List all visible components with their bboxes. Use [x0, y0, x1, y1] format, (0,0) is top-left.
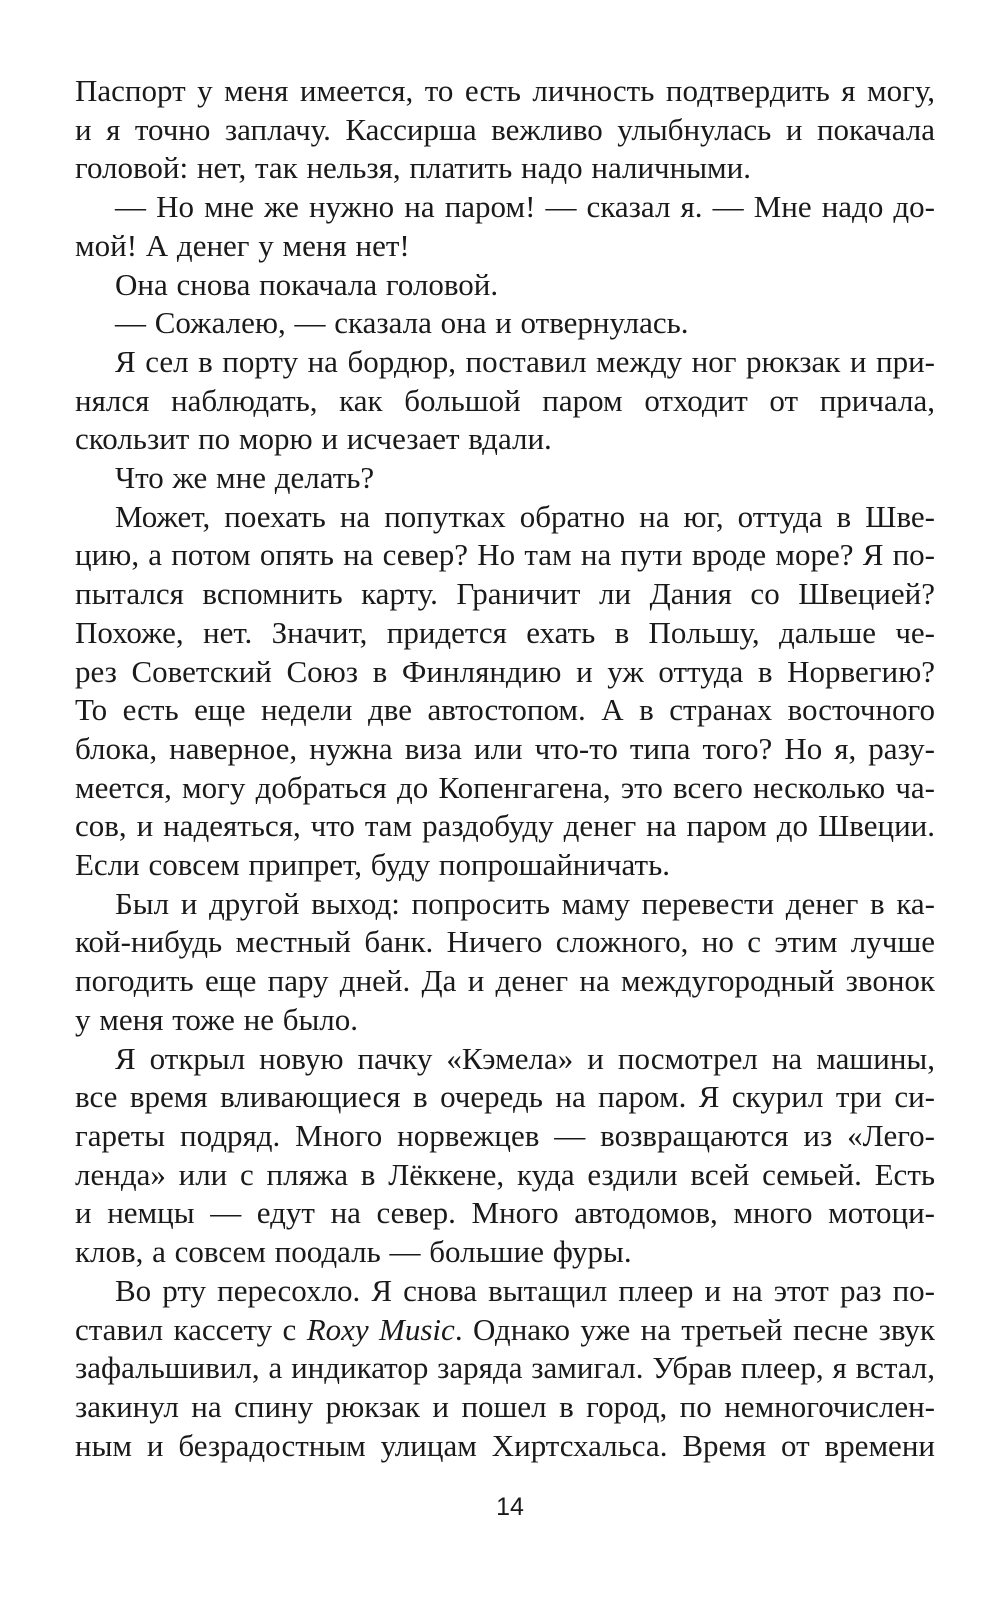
paragraph [75, 72, 935, 188]
text-line: блока, наверное, нужна виза или что-то типа того? Но я, разу- [75, 730, 935, 766]
text-line: меется, могу добраться до Копенгагена, это всего несколько ча- [75, 769, 935, 805]
text-line: ленда» или с пляжа в Лёккене, куда ездили всей семьей. Есть [75, 1156, 935, 1192]
paragraph [75, 188, 935, 265]
text-line: Похоже, нет. Значит, придется ехать в Польшу, дальше че- [75, 614, 935, 650]
paragraph [75, 343, 935, 459]
text-line: сов, и надеяться, что там раздобуду денег на паром до Швеции. [75, 808, 935, 844]
text-line: Я открыл новую пачку «Кэмела» и посмотрел на машины, [115, 1040, 935, 1076]
text-line: ным и безрадостным улицам Хиртсхальса. Время от времени [75, 1427, 935, 1463]
text-line: головой: нет, так нельзя, платить надо наличными. [75, 150, 752, 186]
text-line: Что же мне делать? [115, 460, 375, 496]
page-body-text [75, 72, 935, 1465]
text-line: Она снова покачала головой. [115, 266, 499, 302]
text-line: скользит по морю и исчезает вдали. [75, 421, 552, 457]
page-number: 14 [496, 1493, 524, 1521]
paragraph [75, 498, 935, 885]
paragraph [75, 459, 935, 498]
paragraph [75, 266, 935, 305]
text-line: и я точно заплачу. Кассирша вежливо улыбнулась и покачала [75, 111, 935, 147]
text-line: рез Советский Союз в Финляндию и уж оттуда в Норвегию? [75, 653, 935, 689]
text-line: Может, поехать на попутках обратно на юг, оттуда в Шве- [115, 498, 935, 534]
paragraph [75, 304, 935, 343]
text-line: клов, а совсем поодаль — большие фуры. [75, 1234, 632, 1270]
text-line: Был и другой выход: попросить маму перевести денег в ка- [115, 885, 935, 921]
text-line: и немцы — едут на север. Много автодомов, много мотоци- [75, 1195, 935, 1231]
text-line: зафальшивил, а индикатор заряда замигал. Убрав плеер, я встал, [75, 1350, 935, 1386]
text-line: Я сел в порту на бордюр, поставил между ног рюкзак и при- [115, 343, 935, 379]
text-line: Если совсем припрет, буду попрошайничать. [75, 847, 670, 883]
text-line: мой! А денег у меня нет! [75, 227, 410, 263]
text-line: — Но мне же нужно на паром! — сказал я. — Мне надо до- [115, 189, 935, 225]
text-line: пытался вспомнить карту. Граничит ли Дания со Швецией? [75, 576, 935, 612]
paragraph [75, 885, 935, 1040]
text-line: погодить еще пару дней. Да и денег на междугородный звонок [75, 963, 935, 999]
text-line: гареты подряд. Много норвежцев — возвращаются из «Лего- [75, 1117, 935, 1153]
text-line: То есть еще недели две автостопом. А в странах восточного [75, 692, 935, 728]
text-line: Во рту пересохло. Я снова вытащил плеер и на этот раз по- [115, 1272, 935, 1308]
text-line: закинул на спину рюкзак и пошел в город, по немногочислен- [75, 1388, 935, 1424]
text-line: кой-нибудь местный банк. Ничего сложного, но с этим лучше [75, 924, 935, 960]
paragraph [75, 1040, 935, 1272]
text-line: цию, а потом опять на север? Но там на пути вроде море? Я по- [75, 537, 935, 573]
text-line: — Сожалею, — сказала она и отвернулась. [115, 305, 689, 341]
paragraph [75, 1272, 935, 1466]
text-line: у меня тоже не было. [75, 1001, 359, 1037]
text-line: все время вливающиеся в очередь на паром. Я скурил три си- [75, 1079, 935, 1115]
text-line: Паспорт у меня имеется, то есть личность подтвердить я могу, [75, 73, 935, 108]
text-line: нялся наблюдать, как большой паром отходит от причала, [75, 382, 935, 418]
text-line: ставил кассету с Roxy Music. Однако уже на третьей песне звук [75, 1311, 935, 1347]
